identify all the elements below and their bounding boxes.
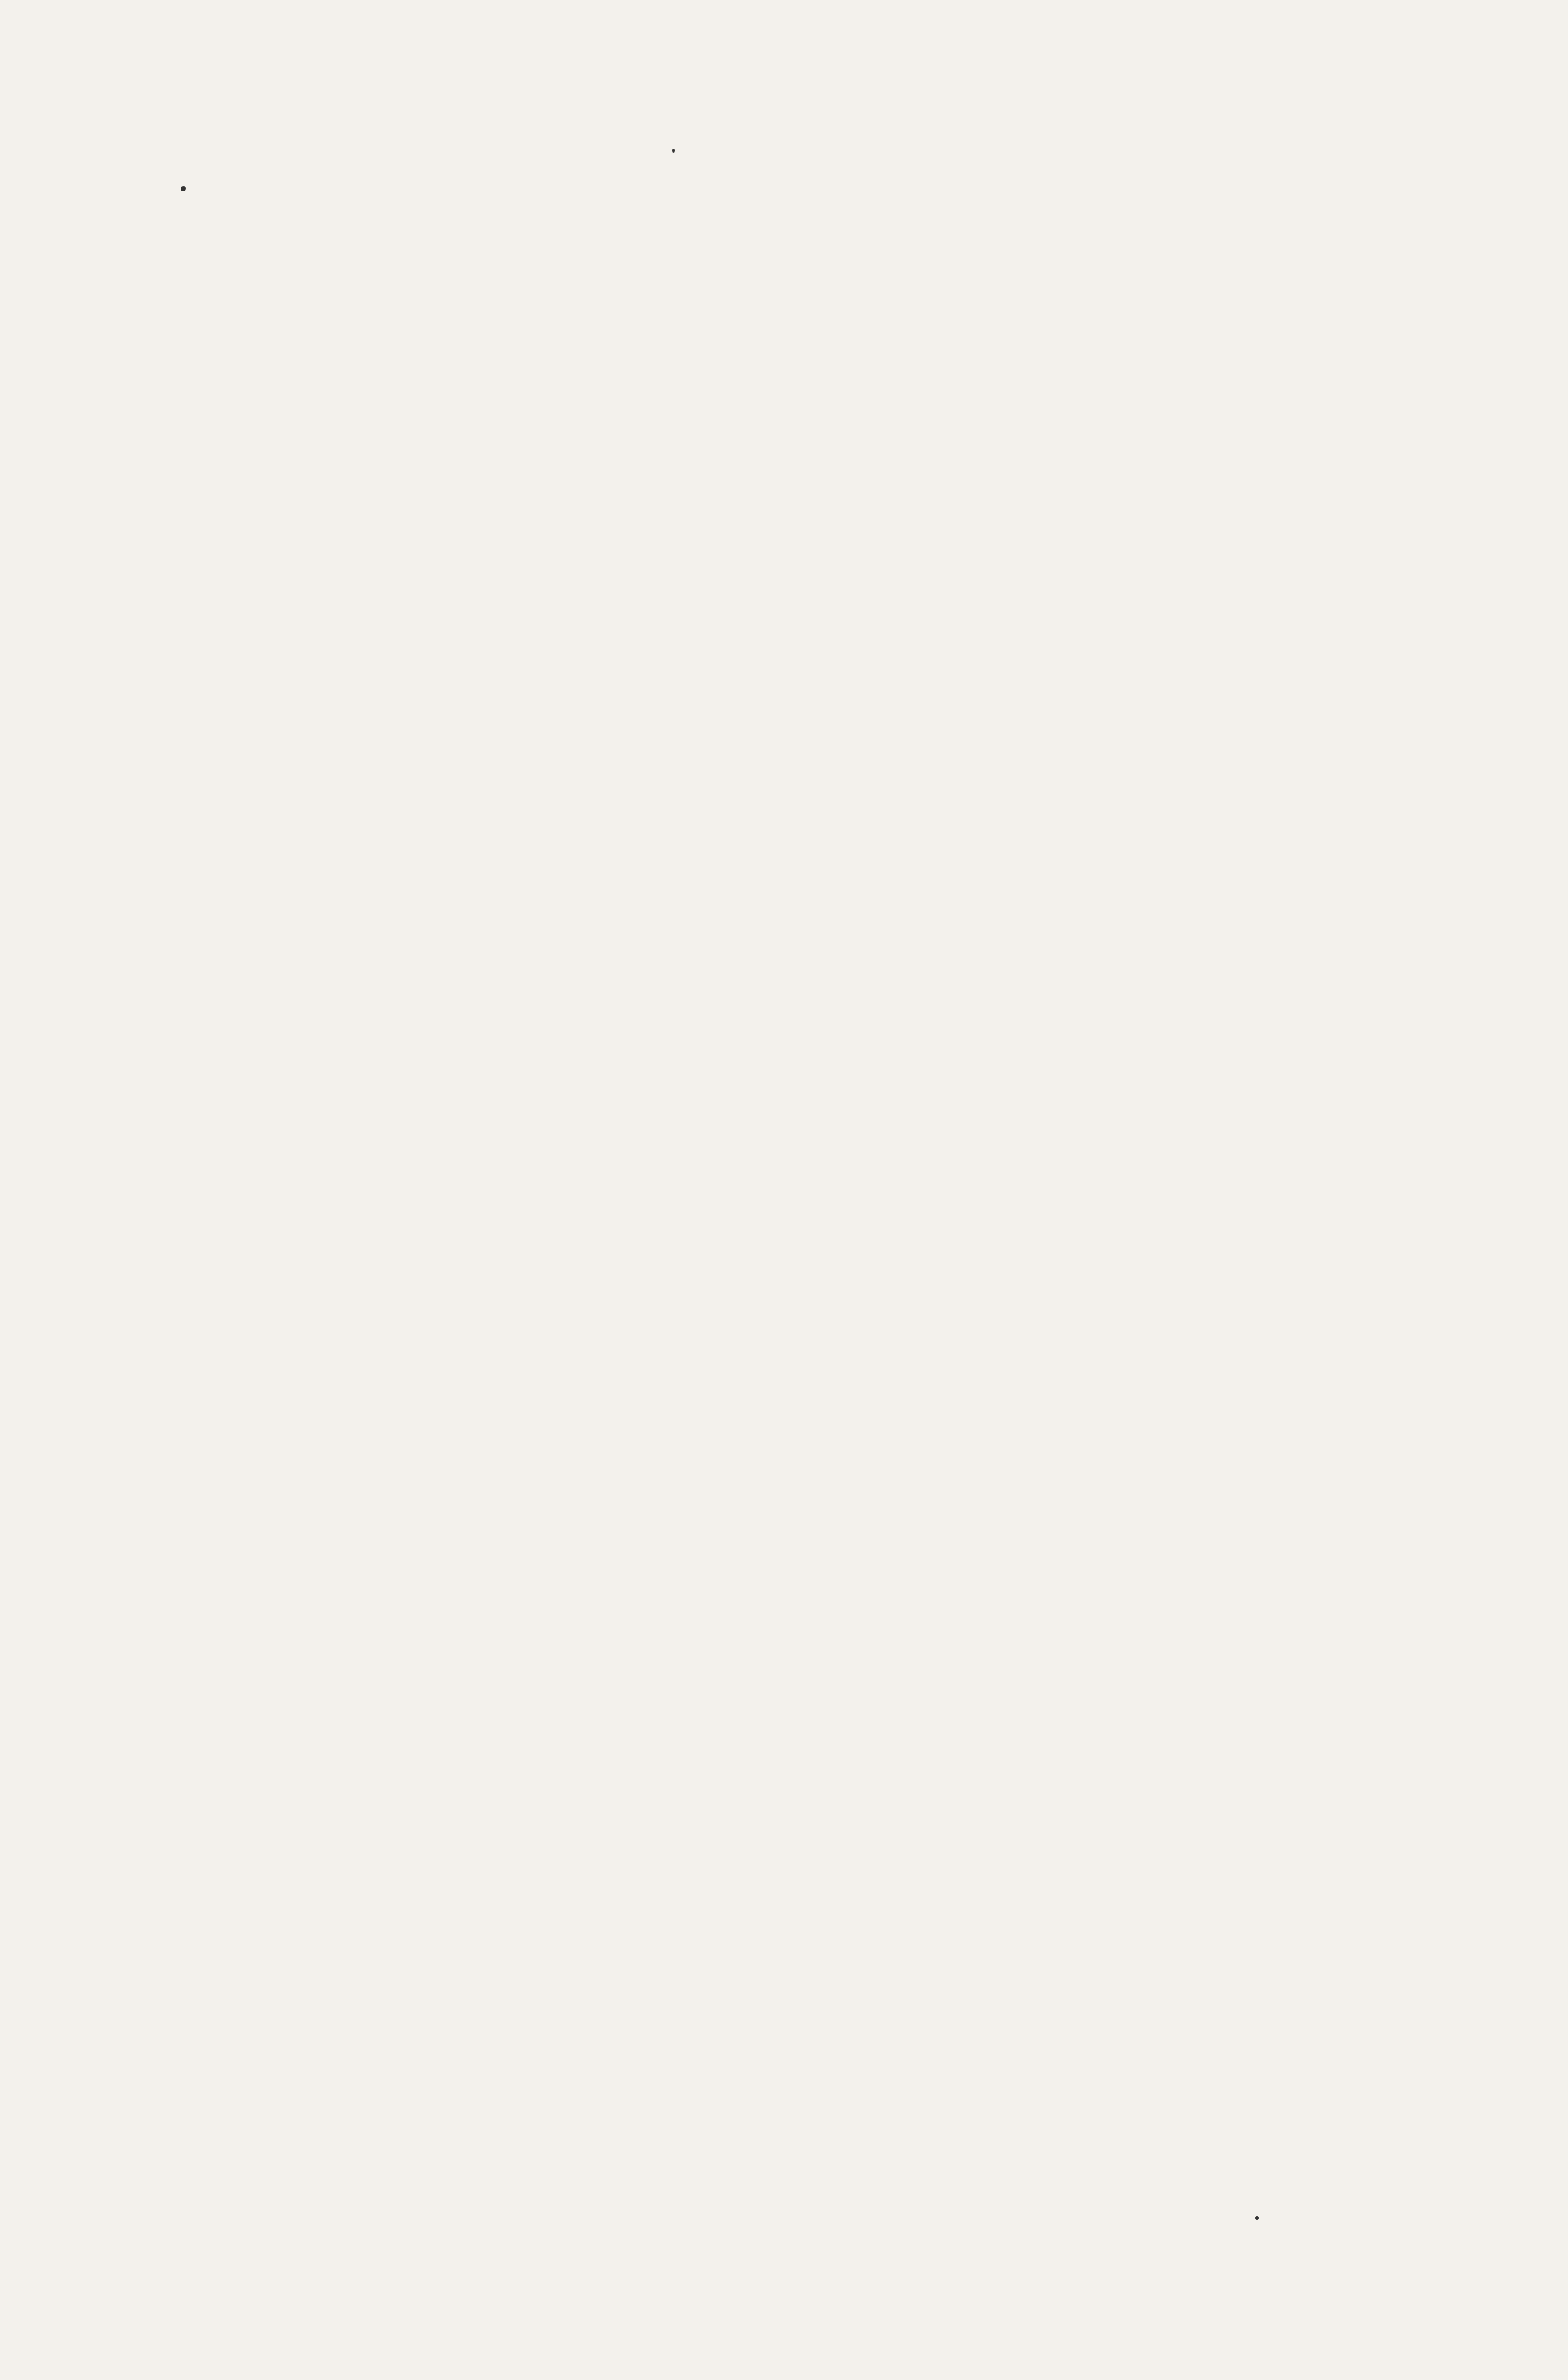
print-speck [672, 149, 675, 153]
print-speck [181, 186, 186, 191]
print-speck [1255, 2216, 1259, 2220]
ornamental-border [280, 381, 1371, 575]
section-banner [280, 381, 1371, 575]
